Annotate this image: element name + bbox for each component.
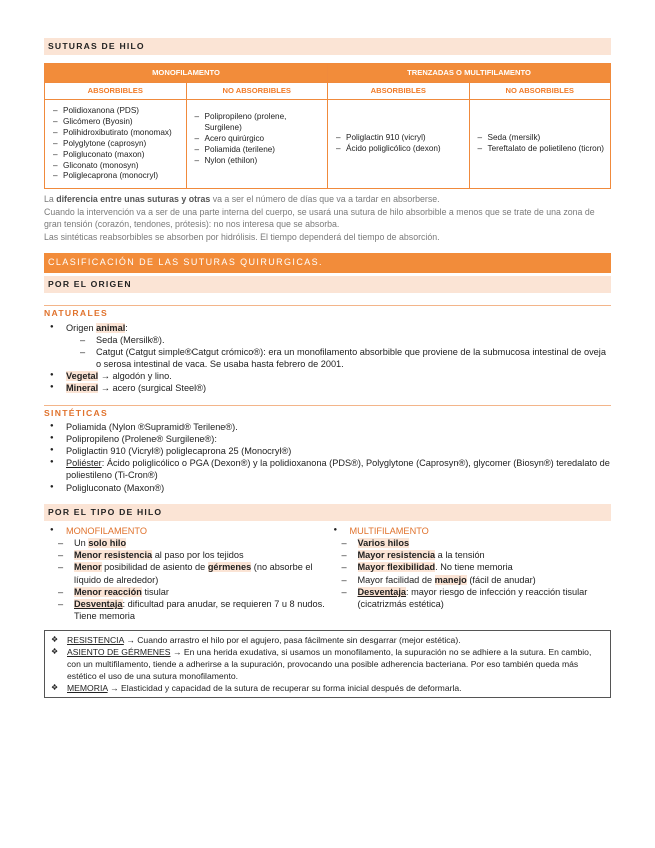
- intro-text: [44, 193, 611, 243]
- list-item: – Desventaja: dificultad para anudar, se requieren 7 u 8 nudos. Tiene memoria: [52, 598, 328, 622]
- divider: [44, 405, 611, 406]
- list-item: – Un solo hilo: [52, 537, 328, 549]
- table-subhead: ABSORBIBLES: [45, 83, 187, 100]
- list-item: ● Poligluconato (Maxon®): [44, 482, 611, 494]
- list-item: – Catgut (Catgut simple®Catgut crómico®): era un monofilamento absorbible que proviene de la submucosa intestinal de oveja o serosa intestinal de vaca. Se usaba hasta febrero de 2001.: [74, 346, 611, 370]
- list-item: ● Poliglactin 910 (Vicryl®) poliglecaprona 25 (Monocryl®): [44, 445, 611, 457]
- list-item: – Mayor facilidad de manejo (fácil de anudar): [336, 574, 612, 586]
- list-item: – Mayor resistencia a la tensión: [336, 549, 612, 561]
- table-cell-mono-abs: [45, 100, 187, 189]
- naturales-list: [44, 322, 611, 395]
- list-item: ● Poliamida (Nylon ®Supramid® Terilene®).: [44, 421, 611, 433]
- table-group-multi: TRENZADAS O MULTIFILAMENTO: [328, 64, 611, 83]
- list-item: – Ácido poliglicólico (dexon): [336, 144, 465, 155]
- multi-heading: ● MULTIFILAMENTO: [328, 525, 612, 537]
- list-item: – Menor resistencia al paso por los tejidos: [52, 549, 328, 561]
- intro-line-3: Las sintéticas reabsorbibles se absorben por hidrólisis. El tiempo dependerá del tiempo de absorción.: [44, 231, 440, 242]
- list-item: – Poliamida (terilene): [195, 145, 324, 156]
- list-item: – Menor reacción tisular: [52, 586, 328, 598]
- table-subhead: ABSORBIBLES: [328, 83, 470, 100]
- notes-box: [44, 630, 611, 698]
- list-item: – Desventaja: mayor riesgo de infección y reacción tisular (cicatrizmás estética): [336, 586, 612, 610]
- classification-heading: CLASIFICACIÓN DE LAS SUTURAS QUIRURGICAS.: [44, 253, 611, 273]
- table-subhead: NO ABSORBIBLES: [469, 83, 611, 100]
- table-cell-multi-abs: [328, 100, 470, 189]
- list-item: ● Poliéster: Ácido poliglicólico o PGA (Dexon®) y la polidioxanona (PDS®), Polyglytone (Caprosyn®), glycomer (Biosyn®) teredalato de poliestileno (Ti-Cron®): [44, 457, 611, 481]
- list-item: – Polidioxanona (PDS): [53, 106, 182, 117]
- table-cell-mono-noabs: [186, 100, 328, 189]
- section-title-suturas-hilo: SUTURAS DE HILO: [44, 38, 611, 55]
- note-item: ❖ RESISTENCIA → Cuando arrastro el hilo por el agujero, pasa fácilmente sin desgarrar (mejor estética).: [49, 634, 606, 646]
- list-item: – Mayor flexibilidad. No tiene memoria: [336, 561, 612, 573]
- document-page: [44, 38, 611, 698]
- list-item: ● Vegetal → algodón y lino.: [44, 370, 611, 382]
- table-group-mono: MONOFILAMENTO: [45, 64, 328, 83]
- list-item: ● Polipropileno (Prolene® Surgilene®):: [44, 433, 611, 445]
- sutures-table: [44, 63, 611, 189]
- sinteticas-list: [44, 421, 611, 494]
- list-item: – Poliglactin 910 (vicryl): [336, 133, 465, 144]
- intro-line-1: La diferencia entre unas suturas y otras va a ser el número de días que va a tardar en absorberse.: [44, 194, 440, 205]
- list-item: – Polipropileno (prolene, Surgilene): [195, 112, 324, 134]
- table-cell-multi-noabs: [469, 100, 611, 189]
- list-item: ● Origen animal: – Seda (Mersilk®). – Catgut (Catgut simple®Catgut crómico®): era un monofilamento absorbible que proviene de la submucosa intestinal de oveja o serosa intestinal de vaca. Se usaba hasta febrero de 2001.: [44, 322, 611, 371]
- list-item: – Nylon (ethilon): [195, 156, 324, 167]
- list-item: – Poligluconato (maxon): [53, 150, 182, 161]
- mono-heading: ● MONOFILAMENTO: [44, 525, 328, 537]
- naturales-heading: NATURALES: [44, 308, 109, 319]
- sinteticas-heading: SINTÉTICAS: [44, 407, 109, 418]
- list-item: – Poliglecaprona (monocryl): [53, 171, 182, 182]
- list-item: – Acero quirúrgico: [195, 134, 324, 145]
- list-item: – Glicómero (Byosin): [53, 117, 182, 128]
- list-item: – Gliconato (monosyn): [53, 161, 182, 172]
- intro-line-2: Cuando la intervención va a ser de una parte interna del cuerpo, se usará una sutura de hilo absorbible a menos que se trate de una zona de gran tensión (corazón, tendones, prótesis): no nos interesa que se absorba.: [44, 206, 595, 230]
- list-item: – Seda (Mersilk®).: [74, 334, 611, 346]
- list-item: – Menor posibilidad de asiento de gérmenes (no absorbe el líquido de alrededor): [52, 561, 328, 585]
- divider: [44, 305, 611, 306]
- note-item: ❖ ASIENTO DE GÉRMENES → En una herida exudativa, si usamos un monofilamento, la supuración no se adhiere a la sutura. En cambio, con un multifilamento, tiende a adherirse a la supuración, provocando una posible adherencia bacteriana. Por eso también queda más estético el uso de una sutura monofilamento.: [49, 646, 606, 682]
- list-item: – Varios hilos: [336, 537, 612, 549]
- list-item: – Seda (mersilk): [478, 133, 607, 144]
- list-item: ● Mineral → acero (surgical Steel®): [44, 382, 611, 394]
- list-item: – Tereftalato de polietileno (ticron): [478, 144, 607, 155]
- note-item: ❖ MEMORIA → Elasticidad y capacidad de la sutura de recuperar su forma inicial después de deformarla.: [49, 682, 606, 694]
- list-item: – Polihidroxibutirato (monomax): [53, 128, 182, 139]
- multi-column: [328, 525, 612, 622]
- by-origin-heading: POR EL ORIGEN: [44, 276, 611, 293]
- mono-column: [44, 525, 328, 622]
- tipo-hilo-heading: POR EL TIPO DE HILO: [44, 504, 611, 521]
- tipo-hilo-columns: [44, 525, 611, 622]
- list-item: – Polyglytone (caprosyn): [53, 139, 182, 150]
- table-subhead: NO ABSORBIBLES: [186, 83, 328, 100]
